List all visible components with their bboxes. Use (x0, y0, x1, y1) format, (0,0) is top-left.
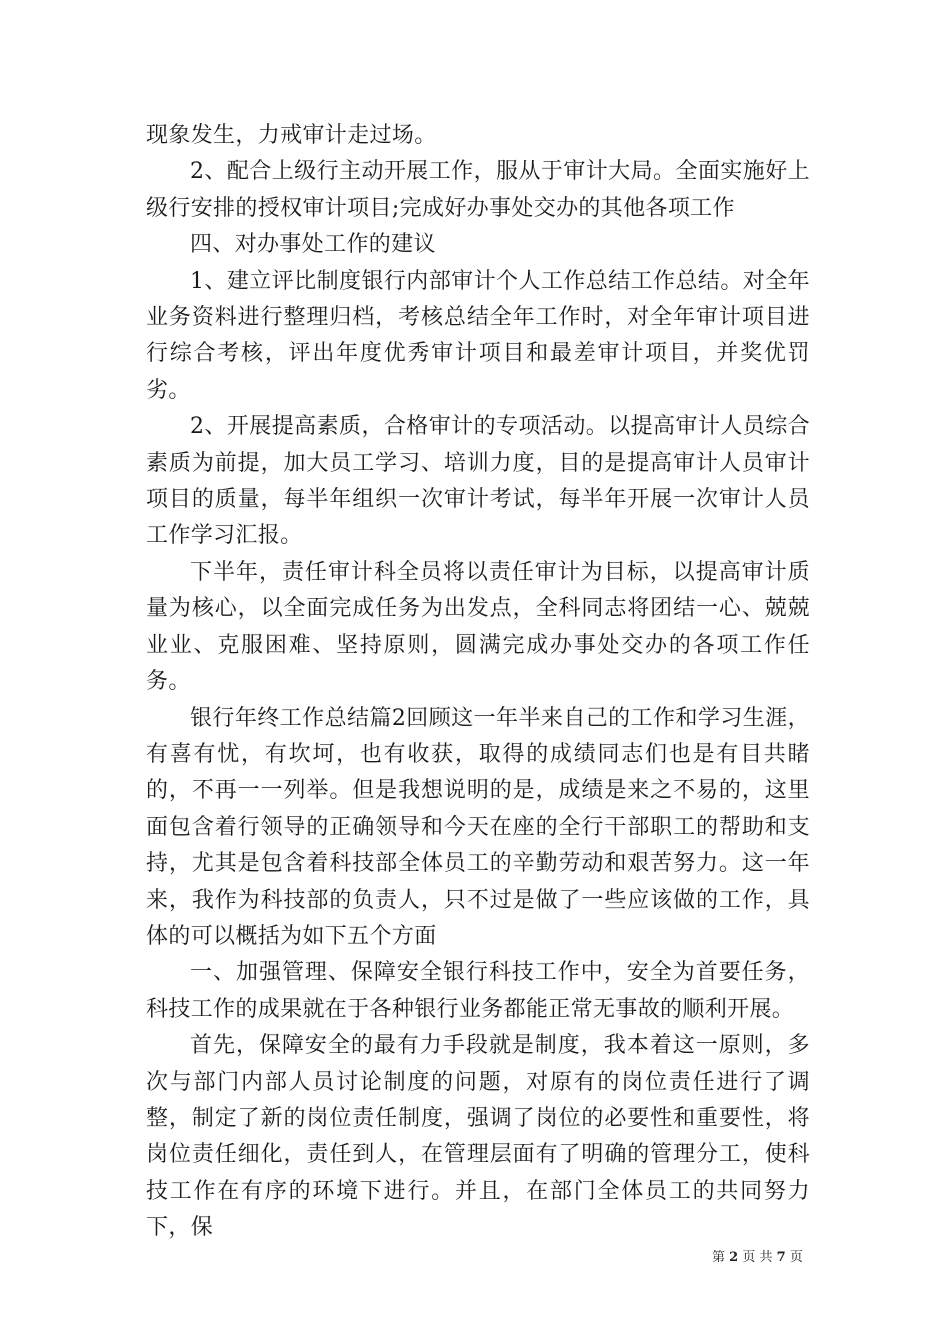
paragraph-1: 现象发生，力戒审计走过场。 (146, 123, 437, 148)
section-heading-suggestions: 四、对办事处工作的建议 (190, 232, 436, 258)
footer-prefix: 第 (712, 1250, 726, 1265)
footer-current-page: 2 (729, 1250, 739, 1265)
footer-middle: 页 共 (742, 1250, 773, 1265)
page-number-footer (712, 1246, 803, 1265)
document-body (146, 118, 810, 1247)
paragraph-8: 一、加强管理、保障安全银行科技工作中，安全为首要任务，科技工作的成果就在于各种银行业务都能正常无事故的顺利开展。 (146, 960, 810, 1022)
paragraph-7: 银行年终工作总结篇2回顾这一年半来自己的工作和学习生涯，有喜有忧，有坎坷，也有收获，取得的成绩同志们也是有目共睹的，不再一一列举。但是我想说明的是，成绩是来之不易的，这里面包含着行领导的正确领导和今天在座的全行干部职工的帮助和支持，尤其是包含着科技部全体员工的辛勤劳动和艰苦努力。这一年来，我作为科技部的负责人，只不过是做了一些应该做的工作，具体的可以概括为如下五个方面 (146, 705, 810, 949)
paragraph-2: 2、配合上级行主动开展工作，服从于审计大局。全面实施好上级行安排的授权审计项目;完成好办事处交办的其他各项工作 (146, 159, 810, 221)
paragraph-5: 2、开展提高素质，合格审计的专项活动。以提高审计人员综合素质为前提，加大员工学习、培训力度，目的是提高审计人员审计项目的质量，每半年组织一次审计考试，每半年开展一次审计人员工作学习汇报。 (146, 414, 810, 549)
footer-suffix: 页 (789, 1250, 803, 1265)
footer-total-pages: 7 (776, 1250, 786, 1265)
paragraph-9: 首先，保障安全的最有力手段就是制度，我本着这一原则，多次与部门内部人员讨论制度的问题，对原有的岗位责任进行了调整，制定了新的岗位责任制度，强调了岗位的必要性和重要性，将岗位责任细化，责任到人，在管理层面有了明确的管理分工，使科技工作在有序的环境下进行。并且，在部门全体员工的共同努力下，保 (146, 1033, 810, 1241)
paragraph-6: 下半年，责任审计科全员将以责任审计为目标，以提高审计质量为核心，以全面完成任务为出发点，全科同志将团结一心、兢兢业业、克服困难、坚持原则，圆满完成办事处交办的各项工作任务。 (146, 559, 810, 695)
paragraph-4: 1、建立评比制度银行内部审计个人工作总结工作总结。对全年业务资料进行整理归档，考核总结全年工作时，对全年审计项目进行综合考核，评出年度优秀审计项目和最差审计项目，并奖优罚劣。 (146, 268, 810, 403)
